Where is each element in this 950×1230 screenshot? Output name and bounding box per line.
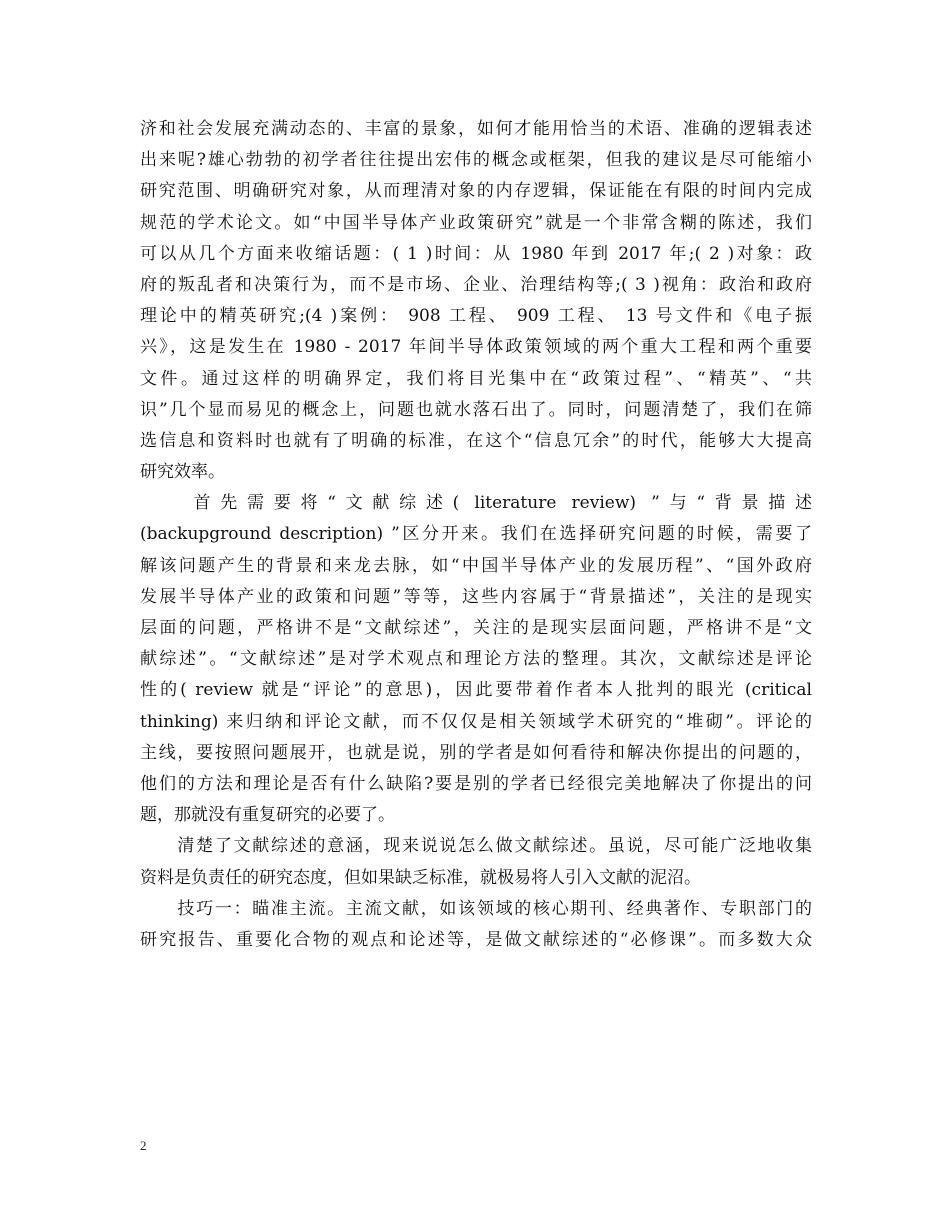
text-line: 理论中的精英研究;(4 )案例： 908 工程、 909 工程、 13 号文件和《电子振 (140, 306, 812, 327)
text-line: 府的叛乱者和决策行为，而不是市场、企业、治理结构等;( 3 )视角：政治和政府 (140, 274, 812, 295)
text-line: 可以从几个方面来收缩话题：( 1 )时间：从 1980 年到 2017 年;( 2 )对象：政 (140, 243, 812, 264)
text-line: 献综述”。“文献综述”是对学术观点和理论方法的整理。其次，文献综述是评论 (140, 649, 812, 670)
text-line: 出来呢?雄心勃勃的初学者往往提出宏伟的概念或框架，但我的建议是尽可能缩小 (140, 150, 812, 171)
text-line: thinking) 来归纳和评论文献，而不仅仅是相关领域学术研究的“堆砌”。评论的 (140, 711, 812, 732)
text-line: 他们的方法和理论是否有什么缺陷?要是别的学者已经很完美地解决了你提出的问 (140, 773, 812, 794)
text-line: 识”几个显而易见的概念上，问题也就水落石出了。同时，问题清楚了，我们在筛 (140, 399, 812, 420)
text-line: 资料是负责任的研究态度，但如果缺乏标准，就极易将人引入文献的泥沼。 (140, 867, 701, 888)
text-line: 研究范围、明确研究对象，从而理清对象的内存逻辑，保证能在有限的时间内完成 (140, 181, 812, 202)
text-line: 技巧一：瞄准主流。主流文献，如该领域的核心期刊、经典著作、专职部门的 (140, 898, 812, 919)
text-line: 清楚了文献综述的意涵，现来说说怎么做文献综述。虽说，尽可能广泛地收集 (140, 836, 812, 857)
text-line: 研究报告、重要化合物的观点和论述等，是做文献综述的“必修课”。而多数大众 (140, 929, 812, 950)
body-text (140, 114, 812, 956)
text-line: (backupground description) ”区分开来。我们在选择研究问题的时候，需要了 (140, 524, 812, 545)
text-line: 解该问题产生的背景和来龙去脉，如“中国半导体产业的发展历程”、“国外政府 (140, 555, 812, 576)
text-line: 规范的学术论文。如“中国半导体产业政策研究”就是一个非常含糊的陈述，我们 (140, 212, 812, 233)
text-line: 题，那就没有重复研究的必要了。 (140, 805, 395, 826)
page-number: 2 (140, 1138, 147, 1153)
text-line: 主线，要按照问题展开，也就是说，别的学者是如何看待和解决你提出的问题的， (140, 742, 812, 763)
text-line: 选信息和资料时也就有了明确的标准，在这个“信息冗余”的时代，能够大大提高 (140, 430, 812, 451)
text-line: 发展半导体产业的政策和问题”等等，这些内容属于“背景描述”，关注的是现实 (140, 586, 812, 607)
text-line: 济和社会发展充满动态的、丰富的景象，如何才能用恰当的术语、准确的逻辑表述 (140, 119, 812, 139)
text-line: 文件。通过这样的明确界定，我们将目光集中在“政策过程”、“精英”、“共 (140, 368, 813, 389)
text-line: 首先需要将“文献综述( literature review) ”与“背景描述 (140, 493, 812, 514)
text-line: 性的( review 就是“评论”的意思)，因此要带着作者本人批判的眼光 (critical (140, 680, 812, 701)
text-line: 研究效率。 (140, 462, 225, 483)
text-line: 层面的问题，严格讲不是“文献综述”，关注的是现实层面问题，严格讲不是“文 (140, 618, 812, 638)
text-line: 兴》，这是发生在 1980 - 2017 年间半导体政策领域的两个重大工程和两个重要 (140, 337, 812, 358)
